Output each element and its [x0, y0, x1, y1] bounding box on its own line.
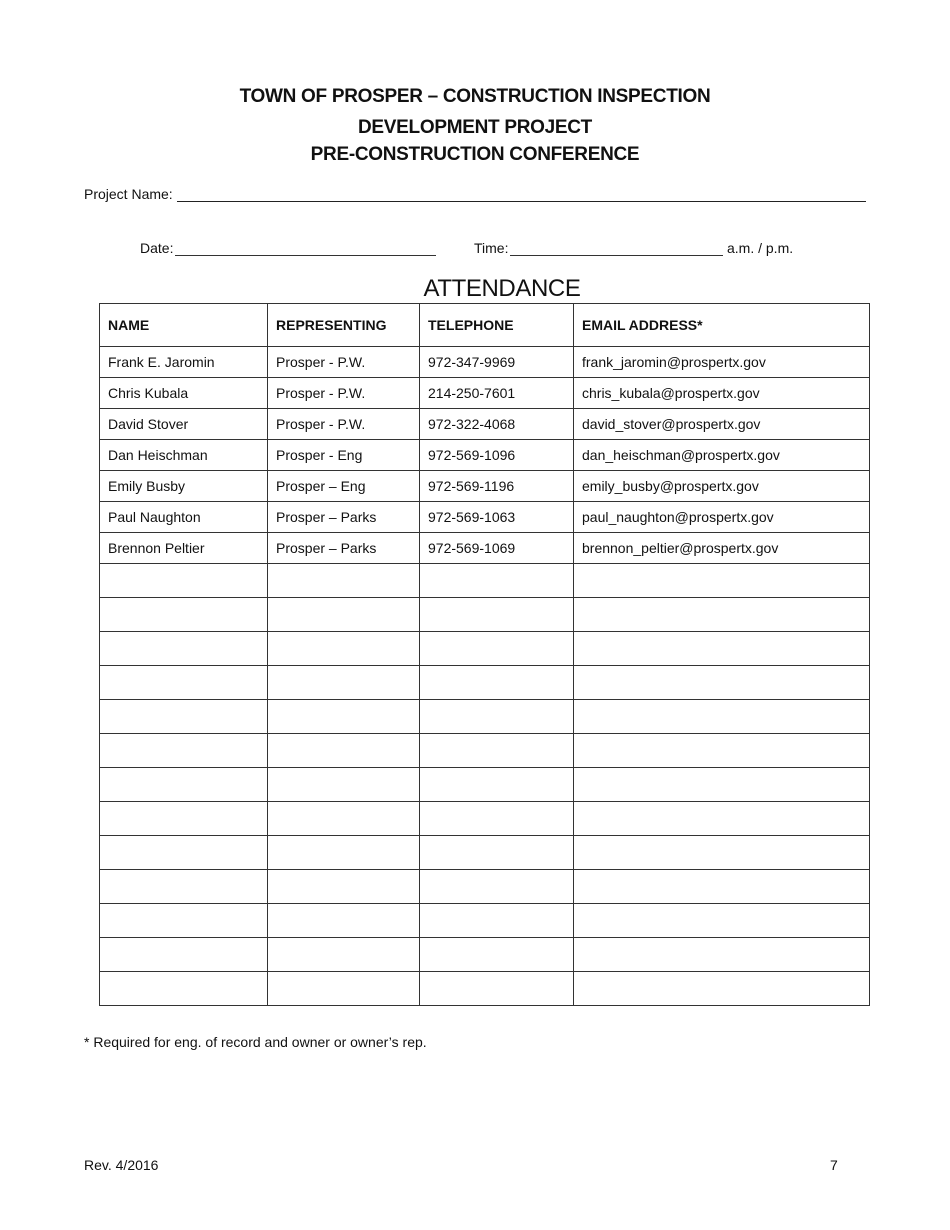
header-line-3: PRE-CONSTRUCTION CONFERENCE — [310, 144, 640, 165]
cell-email: frank_jaromin@prospertx.gov — [574, 347, 870, 378]
cell-representing-blank[interactable] — [268, 700, 420, 734]
cell-telephone-blank[interactable] — [420, 802, 574, 836]
cell-representing-blank[interactable] — [268, 564, 420, 598]
cell-representing-blank[interactable] — [268, 632, 420, 666]
cell-representing-blank[interactable] — [268, 734, 420, 768]
table-header-row — [100, 304, 870, 347]
table-row — [100, 378, 870, 409]
cell-telephone-blank[interactable] — [420, 632, 574, 666]
cell-telephone: 214-250-7601 — [420, 378, 574, 409]
time-label: Time: — [474, 240, 509, 256]
cell-representing: Prosper - Eng — [268, 440, 420, 471]
blank-table-row — [100, 802, 870, 836]
header-line-1: TOWN OF PROSPER – CONSTRUCTION INSPECTION — [239, 86, 711, 107]
project-name-label: Project Name: — [84, 186, 173, 202]
cell-representing-blank[interactable] — [268, 870, 420, 904]
cell-representing: Prosper - P.W. — [268, 347, 420, 378]
cell-name-blank[interactable] — [100, 632, 268, 666]
blank-table-row — [100, 632, 870, 666]
cell-email: david_stover@prospertx.gov — [574, 409, 870, 440]
cell-telephone-blank[interactable] — [420, 836, 574, 870]
blank-table-row — [100, 700, 870, 734]
project-name-row — [84, 186, 866, 202]
cell-representing: Prosper – Parks — [268, 533, 420, 564]
blank-table-row — [100, 564, 870, 598]
cell-name-blank[interactable] — [100, 904, 268, 938]
cell-telephone-blank[interactable] — [420, 972, 574, 1006]
column-header-email: EMAIL ADDRESS* — [574, 304, 870, 347]
cell-representing-blank[interactable] — [268, 598, 420, 632]
cell-email: emily_busby@prospertx.gov — [574, 471, 870, 502]
blank-table-row — [100, 904, 870, 938]
cell-email-blank[interactable] — [574, 632, 870, 666]
cell-email-blank[interactable] — [574, 768, 870, 802]
cell-name-blank[interactable] — [100, 564, 268, 598]
cell-telephone-blank[interactable] — [420, 700, 574, 734]
cell-representing-blank[interactable] — [268, 904, 420, 938]
attendance-table — [99, 303, 870, 1006]
cell-email: dan_heischman@prospertx.gov — [574, 440, 870, 471]
cell-name-blank[interactable] — [100, 836, 268, 870]
cell-representing: Prosper - P.W. — [268, 378, 420, 409]
cell-email-blank[interactable] — [574, 870, 870, 904]
blank-table-row — [100, 836, 870, 870]
cell-name-blank[interactable] — [100, 938, 268, 972]
cell-representing-blank[interactable] — [268, 802, 420, 836]
cell-representing: Prosper – Eng — [268, 471, 420, 502]
revision-label: Rev. 4/2016 — [84, 1157, 159, 1173]
cell-representing-blank[interactable] — [268, 972, 420, 1006]
time-field[interactable] — [510, 241, 723, 256]
cell-email-blank[interactable] — [574, 972, 870, 1006]
cell-name-blank[interactable] — [100, 598, 268, 632]
blank-table-row — [100, 666, 870, 700]
cell-email-blank[interactable] — [574, 666, 870, 700]
cell-telephone-blank[interactable] — [420, 768, 574, 802]
attendance-heading: ATTENDANCE — [423, 275, 581, 302]
cell-telephone-blank[interactable] — [420, 598, 574, 632]
date-label: Date: — [140, 240, 174, 256]
cell-representing-blank[interactable] — [268, 938, 420, 972]
cell-telephone: 972-322-4068 — [420, 409, 574, 440]
cell-representing: Prosper - P.W. — [268, 409, 420, 440]
cell-name-blank[interactable] — [100, 870, 268, 904]
cell-name: Emily Busby — [100, 471, 268, 502]
cell-email-blank[interactable] — [574, 734, 870, 768]
cell-name: David Stover — [100, 409, 268, 440]
cell-telephone-blank[interactable] — [420, 938, 574, 972]
cell-telephone-blank[interactable] — [420, 666, 574, 700]
cell-email: brennon_peltier@prospertx.gov — [574, 533, 870, 564]
cell-name: Frank E. Jaromin — [100, 347, 268, 378]
cell-telephone: 972-569-1096 — [420, 440, 574, 471]
cell-telephone-blank[interactable] — [420, 904, 574, 938]
cell-telephone: 972-569-1196 — [420, 471, 574, 502]
project-name-field[interactable] — [177, 187, 866, 202]
table-row — [100, 502, 870, 533]
cell-telephone: 972-569-1069 — [420, 533, 574, 564]
blank-table-row — [100, 938, 870, 972]
cell-email-blank[interactable] — [574, 904, 870, 938]
cell-telephone-blank[interactable] — [420, 734, 574, 768]
cell-name-blank[interactable] — [100, 768, 268, 802]
cell-email-blank[interactable] — [574, 836, 870, 870]
table-row — [100, 533, 870, 564]
ampm-label: a.m. / p.m. — [727, 240, 794, 256]
blank-table-row — [100, 768, 870, 802]
cell-representing: Prosper – Parks — [268, 502, 420, 533]
blank-table-row — [100, 734, 870, 768]
date-field[interactable] — [175, 241, 436, 256]
cell-email: chris_kubala@prospertx.gov — [574, 378, 870, 409]
table-row — [100, 409, 870, 440]
page-number: 7 — [830, 1157, 838, 1173]
cell-email-blank[interactable] — [574, 564, 870, 598]
cell-name-blank[interactable] — [100, 802, 268, 836]
document-header — [0, 84, 950, 168]
cell-name: Brennon Peltier — [100, 533, 268, 564]
blank-table-row — [100, 972, 870, 1006]
footnote: * Required for eng. of record and owner or owner’s rep. — [84, 1034, 427, 1050]
cell-email-blank[interactable] — [574, 938, 870, 972]
cell-email-blank[interactable] — [574, 802, 870, 836]
column-header-representing: REPRESENTING — [268, 304, 420, 347]
cell-name: Dan Heischman — [100, 440, 268, 471]
cell-name-blank[interactable] — [100, 972, 268, 1006]
table-row — [100, 471, 870, 502]
cell-telephone-blank[interactable] — [420, 564, 574, 598]
cell-representing-blank[interactable] — [268, 768, 420, 802]
cell-email-blank[interactable] — [574, 598, 870, 632]
cell-email-blank[interactable] — [574, 700, 870, 734]
table-row — [100, 440, 870, 471]
cell-name-blank[interactable] — [100, 700, 268, 734]
blank-table-row — [100, 598, 870, 632]
cell-telephone-blank[interactable] — [420, 870, 574, 904]
cell-name-blank[interactable] — [100, 734, 268, 768]
cell-telephone: 972-347-9969 — [420, 347, 574, 378]
cell-name: Chris Kubala — [100, 378, 268, 409]
cell-email: paul_naughton@prospertx.gov — [574, 502, 870, 533]
cell-name: Paul Naughton — [100, 502, 268, 533]
column-header-name: NAME — [100, 304, 268, 347]
cell-telephone: 972-569-1063 — [420, 502, 574, 533]
column-header-telephone: TELEPHONE — [420, 304, 574, 347]
blank-table-row — [100, 870, 870, 904]
cell-representing-blank[interactable] — [268, 836, 420, 870]
cell-name-blank[interactable] — [100, 666, 268, 700]
header-line-2: DEVELOPMENT PROJECT — [358, 117, 592, 138]
cell-representing-blank[interactable] — [268, 666, 420, 700]
table-row — [100, 347, 870, 378]
